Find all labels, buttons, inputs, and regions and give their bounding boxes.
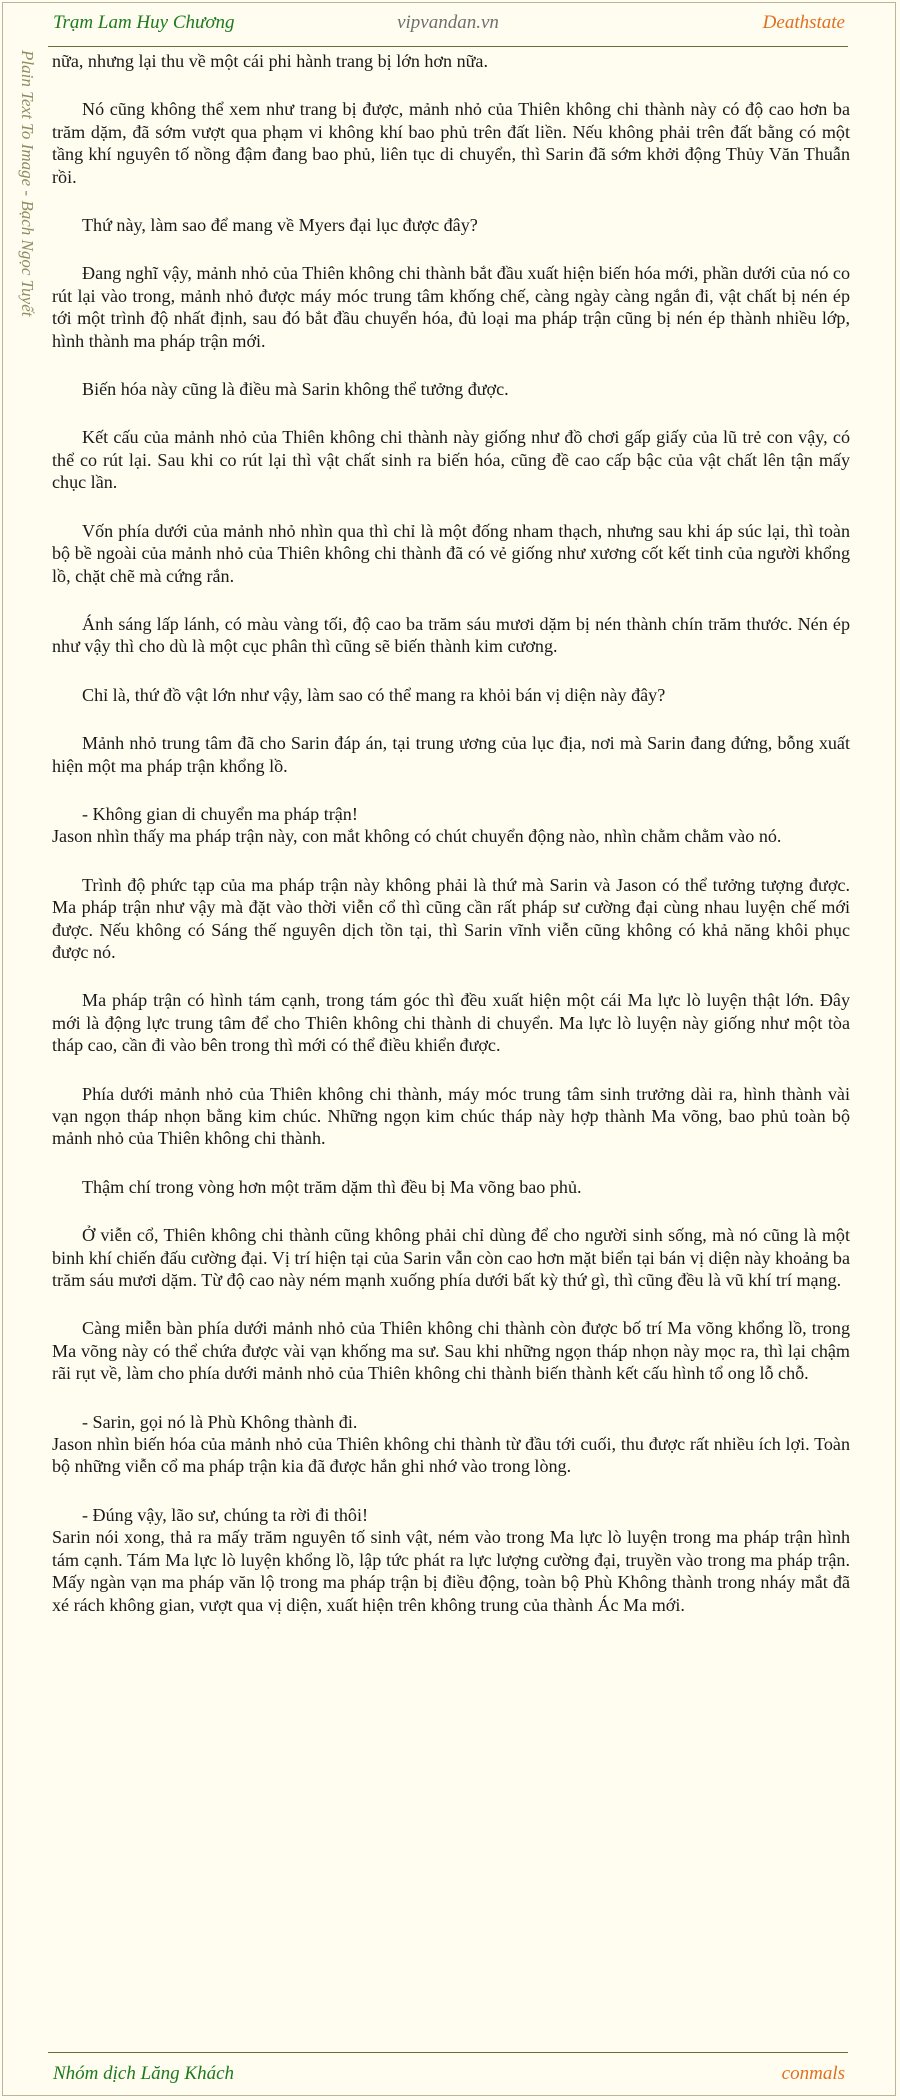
header-site: vipvandan.vn [397, 12, 499, 33]
dialogue-block [52, 803, 850, 848]
paragraph: Thậm chí trong vòng hơn một trăm dặm thì đều bị Ma võng bao phủ. [82, 1176, 582, 1197]
paragraph: Càng miễn bàn phía dưới mảnh nhỏ của Thiên không chi thành còn được bố trí Ma võng khổng lồ, trong Ma võng này có thể chứa được vài vạn khống ma sư. Sau khi những ngọn tháp nhọn này mọc ra, thì lại chậm rãi rụt về, làm cho phía dưới mảnh nhỏ của Thiên không chi thành biến thành kết cấu hình tổ ong lỗ chỗ. [52, 1318, 850, 1384]
header-book-title: Trạm Lam Huy Chương [53, 12, 235, 33]
paragraph: nữa, nhưng lại thu về một cái phi hành trang bị lớn hơn nữa. [52, 51, 488, 71]
chapter-text [52, 50, 850, 1642]
dialogue-block [52, 1411, 850, 1478]
paragraph: Thứ này, làm sao để mang về Myers đại lục được đây? [82, 215, 478, 236]
dialogue-line: - Đúng vậy, lão sư, chúng ta rời đi thôi! [82, 1504, 369, 1525]
page-footer [48, 2052, 848, 2097]
paragraph: Chỉ là, thứ đồ vật lớn như vậy, làm sao có thể mang ra khỏi bán vị diện này đây? [82, 684, 666, 705]
paragraph: Phía dưới mảnh nhỏ của Thiên không chi thành, máy móc trung tâm sinh trưởng dài ra, hình thành vài vạn ngọn tháp nhọn bằng kim chúc. Những ngọn kim chúc tháp này hợp thành Ma võng, bao phủ toàn bộ mảnh nhỏ của Thiên không chi thành. [52, 1083, 850, 1149]
paragraph: Ánh sáng lấp lánh, có màu vàng tối, độ cao ba trăm sáu mươi dặm bị nén thành chín trăm thước. Nén ép như vậy thì cho dù là một cục phân thì cũng sẽ biến thành kim cương. [52, 613, 850, 657]
header-author: Deathstate [762, 12, 845, 33]
paragraph: Sarin nói xong, thả ra mấy trăm nguyên tố sinh vật, ném vào trong Ma lực lò luyện trong ma pháp trận hình tám cạnh. Tám Ma lực lò luyện khổng lồ, lập tức phát ra lực lượng cường đại, truyền vào trong ma pháp trận. Mấy ngàn vạn ma pháp văn lộ trong ma pháp trận bị điều động, toàn bộ Phù Không thành trong nháy mắt đã xé rách không gian, vượt qua vị diện, xuất hiện trên không trung của thành Ác Ma mới. [52, 1527, 850, 1615]
paragraph: Nó cũng không thể xem như trang bị được, mảnh nhỏ của Thiên không chi thành này có độ cao hơn ba trăm dặm, đã sớm vượt qua phạm vi không khí bao phủ trên đất liền. Nếu không phải trên đất bằng có một tầng khí nguyên tố nồng đậm đang bao phủ, liên tục di chuyển, thì Sarin đã sớm khởi động Thủy Văn Thuẫn rồi. [52, 99, 850, 187]
paragraph: Đang nghĩ vậy, mảnh nhỏ của Thiên không chi thành bắt đầu xuất hiện biến hóa mới, phần dưới của nó co rút lại vào trong, mảnh nhỏ được máy móc trung tâm khống chế, càng ngày càng ngắn đi, vật chất bị nén ép tới một trình độ nhất định, sau đó bắt đầu chuyển hóa, đủ loại ma pháp trận cũng bị nén ép thành nhiều lớp, hình thành ma pháp trận mới. [52, 263, 850, 351]
dialogue-line: - Sarin, gọi nó là Phù Không thành đi. [82, 1411, 358, 1432]
paragraph: Mảnh nhỏ trung tâm đã cho Sarin đáp án, tại trung ương của lục địa, nơi mà Sarin đang đứng, bỗng xuất hiện một ma pháp trận khổng lồ. [52, 733, 850, 776]
paragraph: Ở viễn cổ, Thiên không chi thành cũng không phải chỉ dùng để cho người sinh sống, mà nó cũng là một binh khí chiến đấu cường đại. Vị trí hiện tại của Sarin vẫn còn cao hơn mặt biển tại bán vị diện này khoảng ba trăm sáu mươi dặm. Từ độ cao này ném mạnh xuống phía dưới bất kỳ thứ gì, thì cũng đều là vũ khí trí mạng. [52, 1225, 850, 1291]
paragraph: Trình độ phức tạp của ma pháp trận này không phải là thứ mà Sarin và Jason có thể tưởng tượng được. Ma pháp trận như vậy mà đặt vào thời viễn cổ thì cũng cần rất pháp sư cường đại cùng nhau luyện chế mới được. Nếu không có Sáng thế nguyên dịch tồn tại, thì Sarin vĩnh viễn cũng không có khả năng khôi phục được nó. [52, 874, 850, 962]
footer-translator-group: Nhóm dịch Lăng Khách [53, 2063, 235, 2084]
paragraph: Jason nhìn biến hóa của mảnh nhỏ của Thiên không chi thành từ đầu tới cuối, thu được rất nhiều ích lợi. Toàn bộ những viễn cổ ma pháp trận kia đã được hắn ghi nhớ vào trong lòng. [52, 1434, 850, 1477]
paragraph: Kết cấu của mảnh nhỏ của Thiên không chi thành này giống như đồ chơi gấp giấy của lũ trẻ con vậy, có thể co rút lại. Sau khi co rút lại thì vật chất sinh ra biến hóa, cũng đề cao cấp bậc của vật chất lên tận mấy chục lần. [52, 427, 850, 493]
page-header [48, 0, 848, 47]
dialogue-line: - Không gian di chuyển ma pháp trận! [82, 803, 358, 824]
paragraph: Vốn phía dưới của mảnh nhỏ nhìn qua thì chỉ là một đống nham thạch, nhưng sau khi áp súc lại, thì toàn bộ bề ngoài của mảnh nhỏ của Thiên không chi thành đã có vẻ giống như xương cốt kết tinh của người khổng lồ, chặt chẽ mà cứng rắn. [52, 520, 850, 586]
paragraph: Ma pháp trận có hình tám cạnh, trong tám góc thì đều xuất hiện một cái Ma lực lò luyện thật lớn. Đây mới là động lực trung tâm để cho Thiên không chi thành di chuyển. Ma lực lò luyện này giống như một tòa tháp cao, cần đi vào bên trong thì mới có thể điều khiển được. [52, 990, 850, 1056]
side-watermark-label: Plain Text To Image - Bạch Ngọc Tuyết [18, 50, 37, 317]
dialogue-block [52, 1504, 850, 1616]
paragraph: Jason nhìn thấy ma pháp trận này, con mắt không có chút chuyển động nào, nhìn chằm chằm vào nó. [52, 826, 782, 847]
paragraph: Biến hóa này cũng là điều mà Sarin không thể tưởng được. [82, 379, 509, 400]
footer-editor: conmals [781, 2063, 845, 2084]
